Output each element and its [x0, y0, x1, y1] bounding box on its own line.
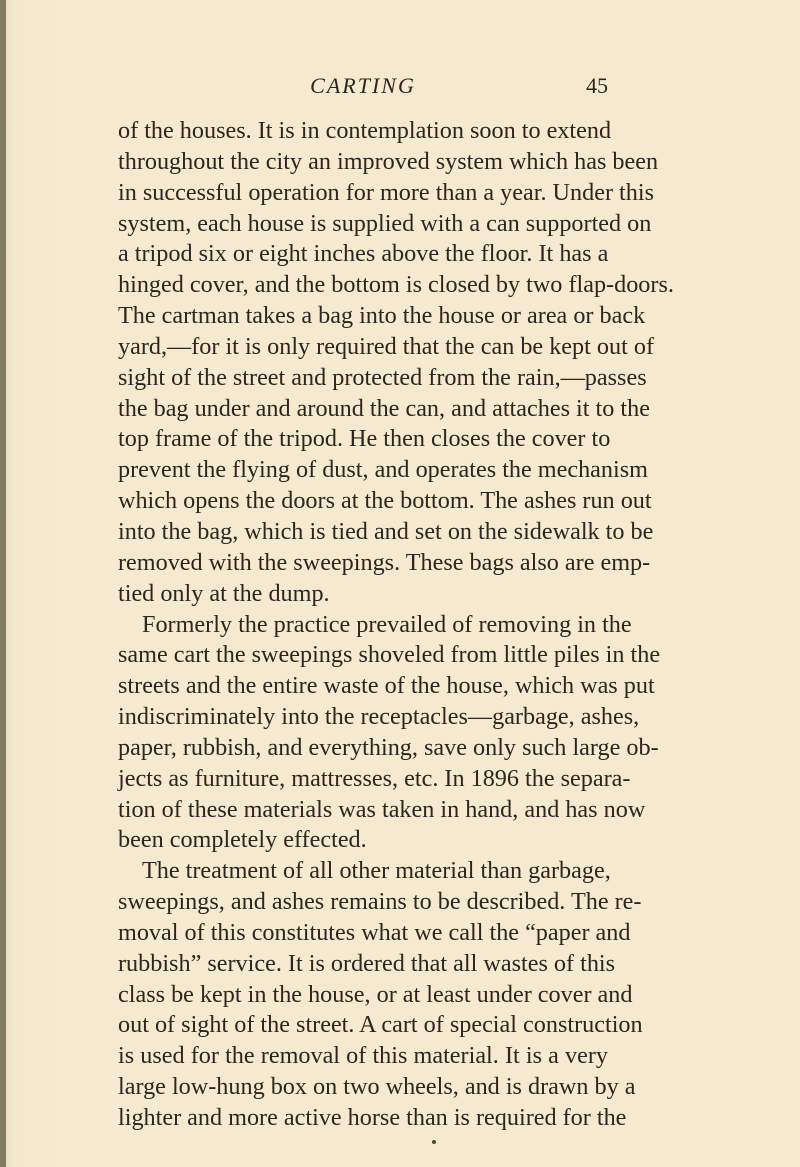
- text-line: lighter and more active horse than is required for the: [118, 1104, 627, 1131]
- text-line: yard,—for it is only required that the can be kept out of: [118, 332, 654, 360]
- text-line: the bag under and around the can, and attaches it to the: [118, 394, 650, 422]
- page-number: 45: [586, 73, 608, 98]
- running-head: [118, 70, 608, 102]
- text-line: out of sight of the street. A cart of special construction: [118, 1011, 643, 1039]
- text-line: is used for the removal of this material. It is a very: [118, 1042, 608, 1070]
- text-line: rubbish” service. It is ordered that all wastes of this: [118, 949, 616, 977]
- paragraph-first-line: Formerly the practice prevailed of removing in the: [142, 610, 632, 638]
- paragraph-first-line: The treatment of all other material than garbage,: [142, 857, 611, 885]
- text-line: removed with the sweepings. These bags also are emp-: [118, 548, 651, 576]
- text-line: The cartman takes a bag into the house or area or back: [118, 302, 646, 330]
- text-line: paper, rubbish, and everything, save only such large ob-: [118, 733, 659, 761]
- paragraph-end-line: tied only at the dump.: [118, 579, 330, 607]
- text-line: hinged cover, and the bottom is closed by two flap-doors.: [118, 271, 674, 299]
- running-title: CARTING: [310, 73, 416, 98]
- ink-speck: [432, 1140, 436, 1144]
- page-spine-edge: [0, 0, 6, 1167]
- text-line: prevent the flying of dust, and operates the mechanism: [118, 456, 648, 484]
- text-line: streets and the entire waste of the house, which was put: [118, 672, 655, 700]
- text-line: into the bag, which is tied and set on the sidewalk to be: [118, 517, 654, 545]
- body-text: [118, 116, 674, 1134]
- text-line: throughout the city an improved system which has been: [118, 147, 659, 175]
- text-line: sweepings, and ashes remains to be described. The re-: [118, 888, 642, 916]
- text-line: which opens the doors at the bottom. The ashes run out: [118, 487, 652, 515]
- text-line: sight of the street and protected from the rain,—passes: [118, 363, 647, 391]
- text-line: moval of this constitutes what we call the “paper and: [118, 918, 631, 946]
- text-line: indiscriminately into the receptacles—garbage, ashes,: [118, 703, 640, 731]
- text-line: class be kept in the house, or at least under cover and: [118, 980, 633, 1008]
- text-line: of the houses. It is in contemplation soon to extend: [118, 117, 612, 144]
- text-line: top frame of the tripod. He then closes the cover to: [118, 425, 611, 453]
- text-line: same cart the sweepings shoveled from little piles in the: [118, 641, 661, 669]
- text-line: in successful operation for more than a year. Under this: [118, 178, 654, 206]
- text-line: a tripod six or eight inches above the floor. It has a: [118, 240, 609, 268]
- text-line: tion of these materials was taken in hand, and has now: [118, 795, 646, 823]
- text-line: system, each house is supplied with a can supported on: [118, 209, 652, 237]
- text-line: large low-hung box on two wheels, and is drawn by a: [118, 1073, 636, 1101]
- text-line: jects as furniture, mattresses, etc. In 1896 the separa-: [118, 764, 631, 792]
- paragraph-end-line: been completely effected.: [118, 826, 367, 854]
